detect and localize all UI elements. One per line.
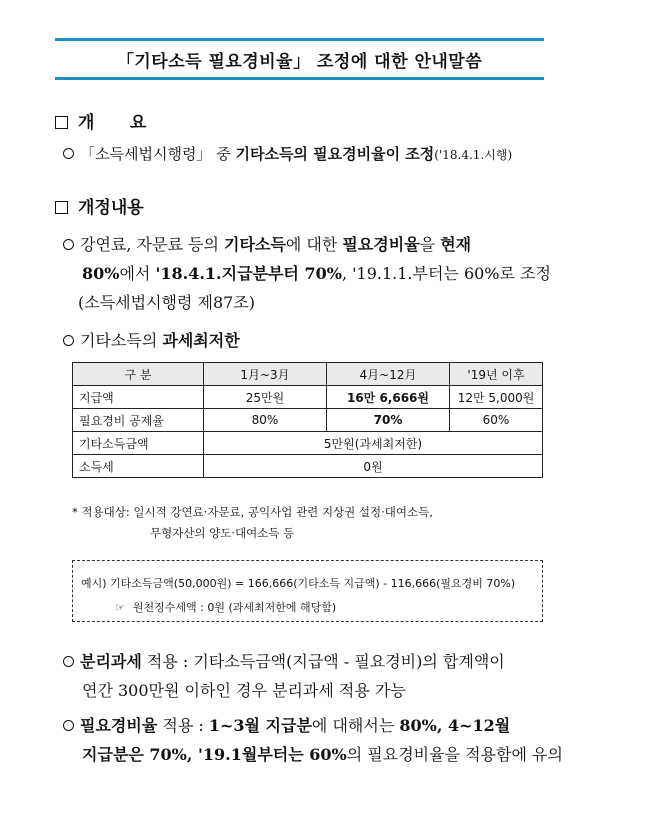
table-cell: 기타소득금액	[73, 432, 204, 455]
table-cell: 12만 5,000원	[450, 386, 543, 409]
table-cell: 지급액	[73, 386, 204, 409]
table-cell: 5만원(과세최저한)	[204, 432, 543, 455]
p3-line1	[63, 649, 505, 672]
table-cell: 16만 6,666원	[327, 386, 450, 409]
table-row	[73, 432, 543, 455]
p4-line2	[82, 742, 563, 765]
overview-line	[63, 143, 512, 164]
text-bold: 필요경비율	[80, 716, 158, 735]
text: 기타소득의	[80, 331, 163, 350]
note-line2: 무형자산의 양도·대여소득 등	[150, 526, 295, 540]
text-bold: 80%	[82, 264, 120, 283]
overview-text-a: 「소득세법시행령」 중	[80, 145, 236, 163]
changes-p1-line1	[63, 232, 471, 255]
example-line2-text: 원천징수세액 : 0원 (과세최저한에 해당함)	[132, 601, 337, 614]
table-cell: 80%	[204, 409, 327, 432]
circle-bullet-icon	[63, 148, 74, 159]
table-cell: 소득세	[73, 455, 204, 478]
p4-line1	[63, 713, 510, 736]
section-changes-label: 개정내용	[78, 198, 144, 218]
circle-bullet-icon	[63, 656, 74, 667]
p3-line2: 연간 300만원 이하인 경우 분리과세 적용 가능	[82, 681, 406, 700]
example-box	[72, 560, 543, 622]
text: 에서	[119, 264, 156, 283]
changes-p2-line	[63, 328, 240, 351]
table-row	[73, 455, 543, 478]
circle-bullet-icon	[63, 720, 74, 731]
table-header-cell: 구 분	[73, 363, 204, 386]
text-bold: 기타소득	[224, 235, 286, 254]
changes-p1-line3: (소득세법시행령 제87조)	[78, 293, 256, 312]
table-header-cell: 1月~3月	[204, 363, 327, 386]
text: 을	[419, 235, 441, 254]
section-overview-label: 개 요	[78, 113, 147, 133]
table-cell: 60%	[450, 409, 543, 432]
text-bold: 현재	[440, 235, 472, 254]
table-cell: 70%	[327, 409, 450, 432]
table-cell: 필요경비 공제율	[73, 409, 204, 432]
table-row	[73, 409, 543, 432]
page-title: 「기타소득 필요경비율」 조정에 대한 안내말씀	[55, 38, 544, 80]
example-line1: 예시) 기타소득금액(50,000원) = 166,666(기타소득 지급액) - 116,666(필요경비 70%)	[81, 577, 516, 590]
overview-text-bold: 기타소득의 필요경비율이 조정	[235, 145, 435, 163]
table-header-cell: '19년 이후	[450, 363, 543, 386]
text-bold: 분리과세	[80, 652, 142, 671]
pointing-hand-icon: ☞	[115, 601, 125, 614]
text: 적용 : 기타소득금액(지급액 - 필요경비)의 합계액이	[141, 652, 505, 671]
tax-threshold-table	[72, 362, 543, 478]
note-line1: * 적용대상: 일시적 강연료·자문료, 공익사업 관련 지상권 설정·대여소득,	[72, 505, 433, 519]
text: 의 필요경비율을 적용함에 유의	[346, 745, 563, 764]
text-bold: 지급분은 70%, '19.1월부터는 60%	[82, 745, 347, 764]
square-bullet-icon	[55, 116, 68, 129]
table-cell: 0원	[204, 455, 543, 478]
text-bold: '18.4.1.지급분부터 70%	[155, 264, 342, 283]
square-bullet-icon	[55, 201, 68, 214]
circle-bullet-icon	[63, 335, 74, 346]
text-bold: 1~3월 지급분	[208, 716, 312, 735]
changes-p1-line2	[82, 261, 551, 284]
text: 에 대한	[285, 235, 343, 254]
example-line2	[115, 599, 336, 615]
text-bold: 80%, 4~12월	[399, 716, 511, 735]
text-bold: 과세최저한	[162, 331, 240, 350]
table-header-row	[73, 363, 543, 386]
text-bold: 필요경비율	[342, 235, 420, 254]
section-changes-heading	[55, 193, 144, 218]
text: 에 대해서는	[311, 716, 400, 735]
table-cell: 25만원	[204, 386, 327, 409]
text: 강연료, 자문료 등의	[80, 235, 224, 254]
text: 적용 :	[157, 716, 209, 735]
overview-text-date: ('18.4.1.시행)	[434, 148, 513, 162]
circle-bullet-icon	[63, 239, 74, 250]
section-overview-heading	[55, 108, 146, 133]
table-header-cell: 4月~12月	[327, 363, 450, 386]
text: , '19.1.1.부터는 60%로 조정	[341, 264, 551, 283]
table-row	[73, 386, 543, 409]
